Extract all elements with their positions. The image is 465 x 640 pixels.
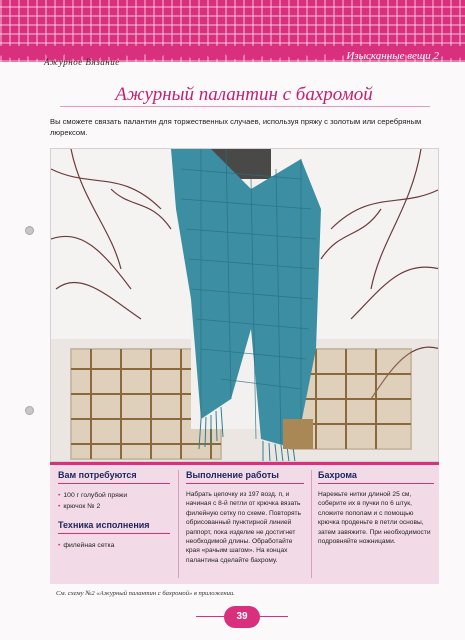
binder-hole-icon — [25, 226, 34, 235]
materials-divider — [58, 483, 170, 484]
column-divider — [178, 470, 179, 578]
technique-heading: Техника исполнения — [58, 520, 150, 530]
process-heading: Выполнение работы — [186, 470, 279, 480]
materials-item: • 100 г голубой пряжи — [58, 490, 170, 501]
page-number-rule — [196, 616, 224, 617]
shawl-photo — [50, 148, 439, 462]
page-number-rule — [260, 616, 288, 617]
fringe-heading: Бахрома — [318, 470, 357, 480]
article-title: Ажурный палантин с бахромой — [115, 84, 373, 105]
process-divider — [186, 483, 304, 484]
technique-item: • филейная сетка — [58, 540, 170, 551]
technique-divider — [58, 533, 170, 534]
footnote: См. схему №2 «Ажурный палантин с бахромой» в приложении. — [56, 590, 235, 597]
magazine-brand: Ажурное Вязание — [44, 57, 120, 67]
materials-column — [58, 470, 170, 551]
column-divider — [311, 470, 312, 578]
process-text: Набрать цепочку из 197 возд. п, и начиная с 8-й петли от крючка вязать филейную сетку по схеме. Повторять обрисованный пунктирной линией раппорт, пока изделие не достигнет необходимой длины. Обработайте края «рачьим шагом». На концах палантина сделайте бахрому. — [186, 491, 301, 564]
materials-item: • крючок № 2 — [58, 501, 170, 512]
page-number: 39 — [224, 606, 260, 628]
fringe-column — [318, 470, 434, 546]
process-column — [186, 470, 304, 565]
series-title: Изысканные вещи 2 — [346, 50, 439, 62]
fringe-text: Нарежьте нитки длиной 25 см, соберите их в пучки по 6 штук, сложите пополам и с помощью крючка проденьте в петли основы, затем завяжите. При необходимости подровняйте ножницами. — [318, 491, 431, 546]
materials-heading: Вам потребуются — [58, 470, 137, 480]
fringe-divider — [318, 483, 434, 484]
title-divider — [60, 106, 430, 107]
intro-paragraph: Вы сможете связать палантин для торжественных случаев, используя пряжу с золотым или серебряным люрексом. — [50, 117, 422, 137]
binder-hole-icon — [25, 406, 34, 415]
